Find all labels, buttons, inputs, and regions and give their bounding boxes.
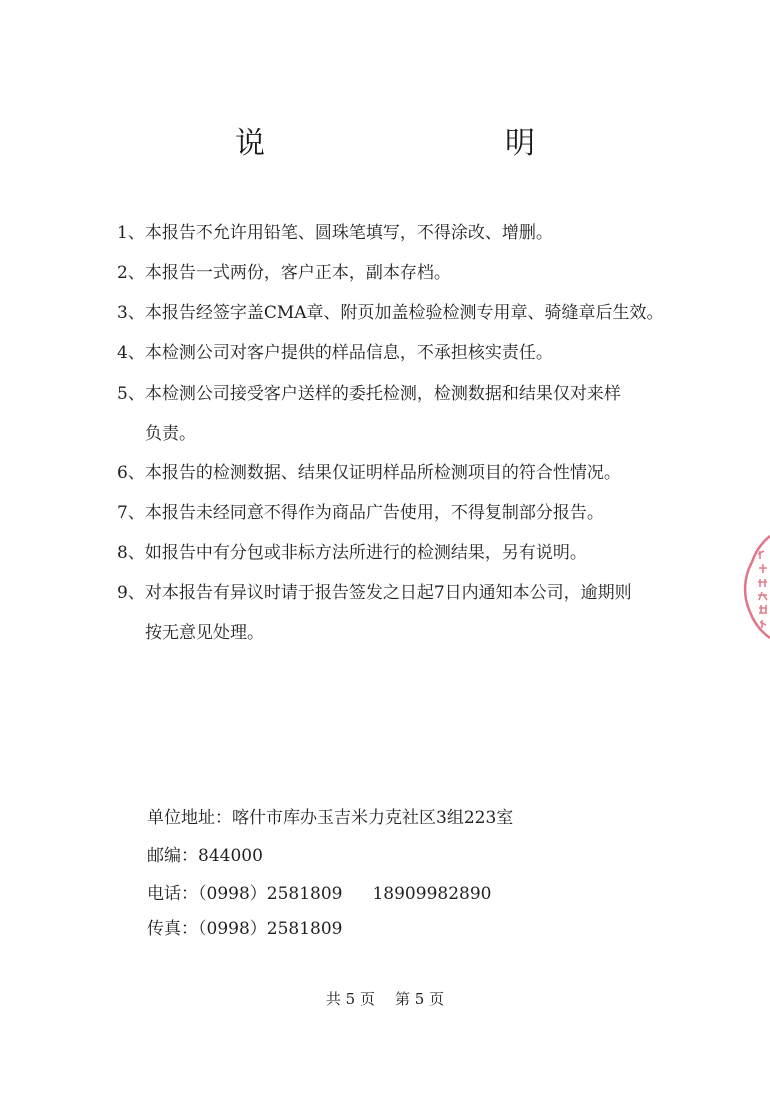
phone-value: （0998）2581809 [198,884,343,904]
item-text: 对本报告有异议时请于报告签发之日起7日内通知本公司，逾期则 [144,583,632,603]
mobile-value: 18909982890 [372,884,492,904]
page-title: 说 明 [235,126,595,161]
list-item [117,295,707,331]
postcode-label: 邮编： [147,846,198,866]
total-pages: 共 5 页 [325,990,375,1008]
item-text: 本报告经签字盖CMA章、附页加盖检验检测专用章、骑缝章后生效。 [144,303,664,323]
item-number: 2、 [117,263,145,283]
list-item [117,455,707,491]
item-text: 本报告的检测数据、结果仅证明样品所检测项目的符合性情况。 [144,463,621,483]
item-number: 9、 [117,583,145,603]
fax-value: （0998）2581809 [198,919,343,939]
page-footer [0,988,770,1009]
item-text: 本报告一式两份，客户正本，副本存档。 [144,263,451,283]
fax-label: 传真： [147,919,198,939]
list-item [117,255,707,291]
item-text: 本报告不允许用铅笔、圆珠笔填写，不得涂改、增删。 [144,223,553,243]
item-number: 1、 [117,223,145,243]
item-number: 8、 [117,543,145,563]
address-value: 喀什市库办玉吉米力克社区3组223室 [232,808,514,828]
phone-label: 电话： [147,884,198,904]
item-number: 3、 [117,303,145,323]
address-line [147,803,667,828]
list-item [117,575,707,651]
list-item [117,215,707,251]
postcode-line [147,841,667,866]
phone-line [147,879,667,904]
item-text: 本报告未经同意不得作为商品广告使用，不得复制部分报告。 [144,503,604,523]
address-label: 单位地址： [147,808,232,828]
list-item [117,335,707,371]
item-text-continued: 按无意见处理。 [145,623,264,643]
list-item [117,376,707,452]
list-item [117,495,707,531]
item-text-continued: 负责。 [145,424,196,444]
list-item [117,535,707,571]
item-text: 如报告中有分包或非标方法所进行的检测结果，另有说明。 [144,543,587,563]
item-number: 5、 [117,384,145,404]
item-number: 7、 [117,503,145,523]
fax-line [147,914,667,939]
current-page: 第 5 页 [395,990,445,1008]
seal-stamp-fragment [742,532,770,642]
item-number: 6、 [117,463,145,483]
item-text: 本检测公司接受客户送样的委托检测，检测数据和结果仅对来样 [144,384,621,404]
item-text: 本检测公司对客户提供的样品信息，不承担核实责任。 [144,343,553,363]
postcode-value: 844000 [198,846,263,866]
item-number: 4、 [117,343,145,363]
